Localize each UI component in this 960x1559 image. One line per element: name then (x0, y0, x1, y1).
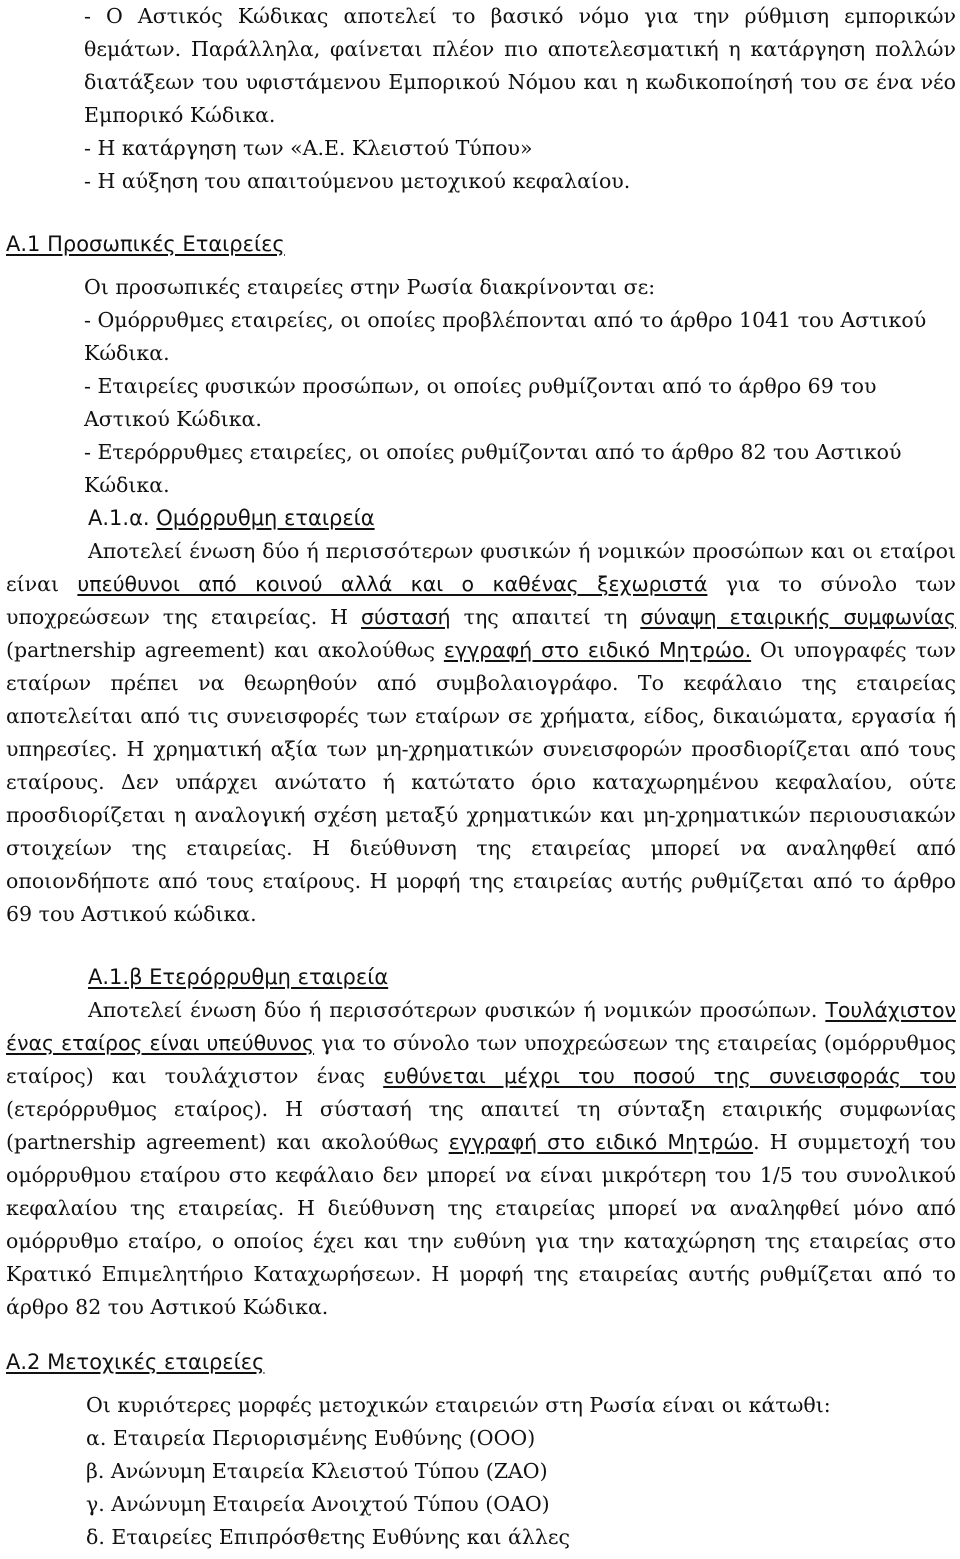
text-run: . Η συμμετοχή του ομόρρυθμου εταίρου στο κεφάλαιο δεν μπορεί να είναι μικρότερη του 1/5 του συνολικού κεφαλαίου της εταιρείας. Η διεύθυνση της εταιρείας μπορεί να αναληφθεί μόνο από ομόρρυθμο εταίρο, ο οποίος έχει και την ευθύνη για την καταχώρηση της εταιρείας στο Κρατικό Επιμελητήριο Καταχωρήσεων. Η μορφή της εταιρείας αυτής ρυθμίζεται από το άρθρο 82 του Αστικού Κώδικα. (6, 1130, 956, 1319)
section-a1-item-limited: - Ετερόρρυθμες εταιρείες, οι οποίες ρυθμίζονται από το άρθρο 82 του Αστικού Κώδικα. (84, 440, 902, 497)
list-item-zao: β. Ανώνυμη Εταιρεία Κλειστού Τύπου (ZAO) (86, 1459, 548, 1483)
intro-item-capital-increase: - Η αύξηση του απαιτούμενου μετοχικού κεφαλαίου. (84, 169, 631, 193)
emphasis-general-partner: Τουλάχιστον ένας εταίρος είναι υπεύθυνος (6, 998, 956, 1055)
text-run: για το σύνολο των υποχρεώσεων της εταιρείας. Η (6, 572, 956, 629)
section-a1-item-natural-persons: - Εταιρείες φυσικών προσώπων, οι οποίες ρυθμίζονται από το άρθρο 69 του Αστικού Κώδικα. (84, 374, 877, 431)
intro-paragraph-civil-code: - Ο Αστικός Κώδικας αποτελεί το βασικό νόμο για την ρύθμιση εμπορικών θεμάτων. Παράλληλα, φαίνεται πλέον πιο αποτελεσματική η κατάργηση πολλών διατάξεων του υφιστάμενου Εμπορικού Νόμου και η κωδικοποίησή του σε ένα νέο Εμπορικό Κώδικα. (84, 4, 956, 127)
section-a1-intro: Οι προσωπικές εταιρείες στην Ρωσία διακρίνονται σε: (84, 275, 656, 299)
list-item-oao: γ. Ανώνυμη Εταιρεία Ανοιχτού Τύπου (ΟΑΟ) (86, 1492, 550, 1516)
emphasis-establishment: σύστασή (360, 605, 451, 629)
section-a2-heading-text: Α.2 Μετοχικές εταιρείες (6, 1350, 265, 1374)
section-a1b-heading (0, 961, 960, 994)
emphasis-registry: εγγραφή στο ειδικό Μητρώο (448, 1130, 754, 1154)
emphasis-limited-liability: ευθύνεται μέχρι του ποσού της συνεισφοράς του (383, 1064, 956, 1088)
section-a1a-body (0, 535, 960, 931)
section-a1-heading-num: Α. (6, 232, 28, 256)
section-a1a-num: Α.1.α. (88, 506, 150, 530)
section-a1b-title: Ετερόρρυθμη εταιρεία (142, 965, 389, 989)
text-run: (partnership agreement) και ακολούθως (6, 638, 444, 662)
section-a1-item-general: - Ομόρρυθμες εταιρείες, οι οποίες προβλέπονται από το άρθρο 1041 του Αστικού Κώδικα. (84, 308, 927, 365)
section-a1-heading-text: 1 Προσωπικές Εταιρείες (27, 232, 285, 256)
text-run: για το σύνολο των υποχρεώσεων της εταιρείας (ομόρρυθμος εταίρος) και τουλάχιστον ένας (6, 1031, 956, 1088)
intro-item-abolition: - Η κατάργηση των «Α.Ε. Κλειστού Τύπου» (84, 136, 533, 160)
text-run: Αποτελεί ένωση δύο ή περισσότερων φυσικών ή νομικών προσώπων. (88, 998, 826, 1022)
section-a1a-heading (0, 502, 960, 535)
list-item-additional-liability: δ. Εταιρείες Επιπρόσθετης Ευθύνης και άλλες (86, 1525, 570, 1549)
section-a1-heading (0, 228, 960, 261)
text-run: (ετερόρρυθμος εταίρος). Η σύστασή της απαιτεί τη σύνταξη εταιρικής συμφωνίας (partnership agreement) και ακολούθως (6, 1097, 956, 1154)
section-a1b-num: Α.1.β (88, 965, 143, 989)
emphasis-joint-liability: υπεύθυνοι από κοινού αλλά και ο καθένας ξεχωριστά (77, 572, 708, 596)
text-run: Οι υπογραφές των εταίρων πρέπει να θεωρηθούν από συμβολαιογράφο. Το κεφάλαιο της εταιρείας αποτελείται από τις συνεισφορές των εταίρων σε χρήματα, είδος, δικαιώματα, εργασία ή υπηρεσίες. Η χρηματική αξία των μη-χρηματικών συνεισφορών προσδιορίζεται από τους εταίρους. Δεν υπάρχει ανώτατο ή κατώτατο όριο καταχωρημένου κεφαλαίου, ούτε προσδιορίζεται η αναλογική σχέση μεταξύ χρηματικών και μη-χρηματικών περιουσιακών στοιχείων της εταιρείας. Η διεύθυνση της εταιρείας μπορεί να αναληφθεί από οποιονδήποτε από τους εταίρους. Η μορφή της εταιρείας αυτής ρυθμίζεται από το άρθρο 69 του Αστικού κώδικα. (6, 638, 956, 926)
emphasis-registry: εγγραφή στο ειδικό Μητρώο. (443, 638, 752, 662)
list-item-ooo: α. Εταιρεία Περιορισμένης Ευθύνης (ΟΟΟ) (86, 1426, 536, 1450)
section-a2-intro: Οι κυριότερες μορφές μετοχικών εταιρειών στη Ρωσία είναι οι κάτωθι: (86, 1393, 831, 1417)
emphasis-partnership-agreement: σύναψη εταιρικής συμφωνίας (640, 605, 956, 629)
text-run: Αποτελεί ένωση δύο ή περισσότερων φυσικών ή νομικών προσώπων και οι εταίροι είναι (6, 539, 956, 596)
section-a2-heading (0, 1346, 960, 1379)
section-a1a-title: Ομόρρυθμη εταιρεία (156, 506, 375, 530)
section-a1b-body (0, 994, 960, 1324)
text-run: της απαιτεί τη (450, 605, 641, 629)
